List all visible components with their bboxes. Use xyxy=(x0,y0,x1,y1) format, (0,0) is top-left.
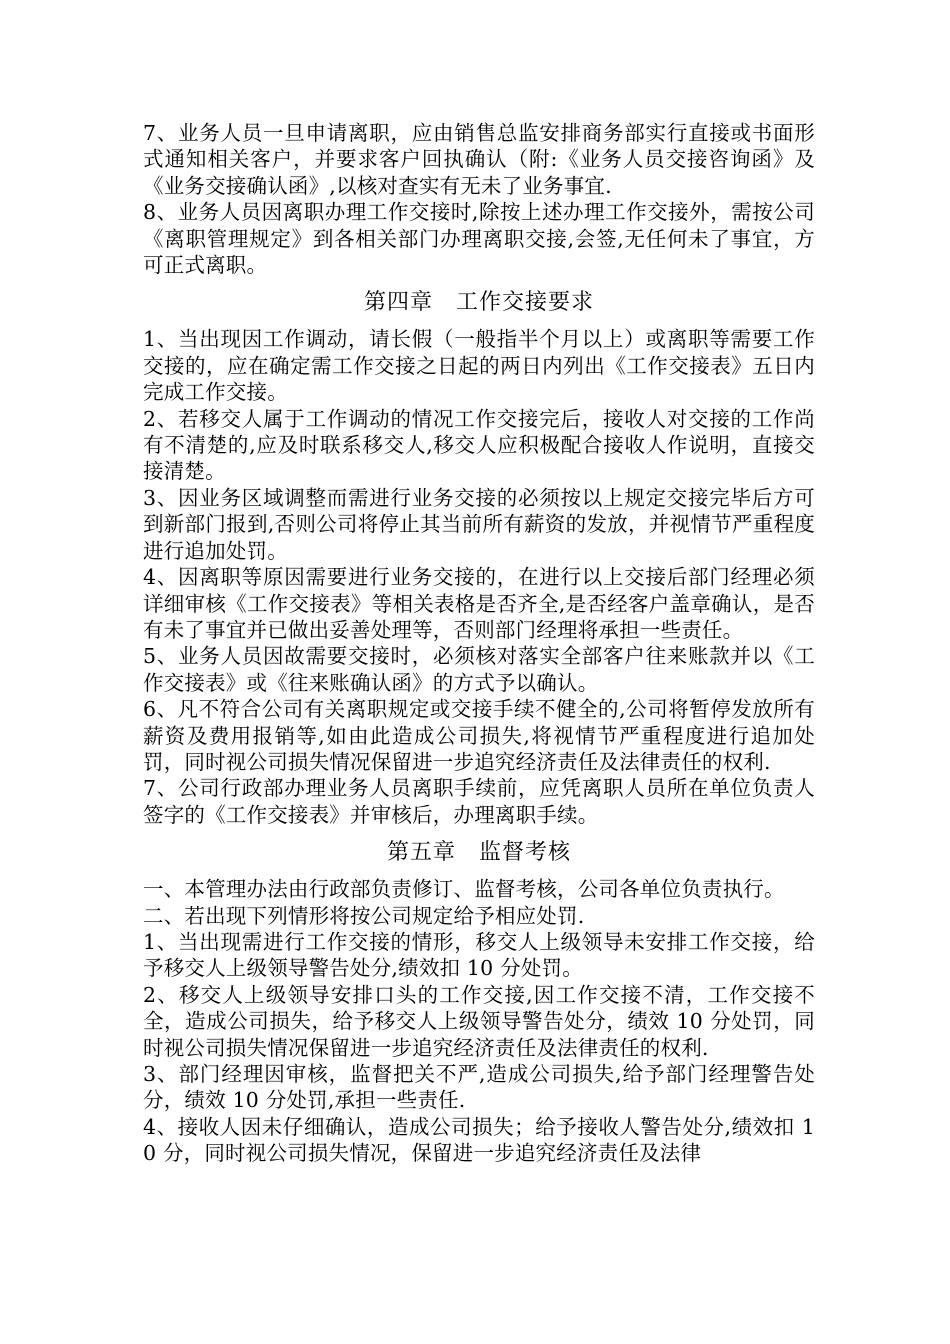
paragraph-5-b: 二、若出现下列情形将按公司规定给予相应处罚. xyxy=(143,903,585,928)
paragraph-3-8: 8、业务人员因离职办理工作交接时,除按上述办理工作交接外，需按公司《离职管理规定》到各相关部门办理离职交接,会签,无任何未了事宜，方可正式离职。 xyxy=(143,200,815,278)
paragraph-4-7: 7、公司行政部办理业务人员离职手续前，应凭离职人员所在单位负责人签字的《工作交接表》并审核后，办理离职手续。 xyxy=(143,776,815,827)
paragraph-3-7: 7、业务人员一旦申请离职，应由销售总监安排商务部实行直接或书面形式通知相关客户，并要求客户回执确认（附:《业务人员交接咨询函》及《业务交接确认函》,以核对查实有无未了业务事宜. xyxy=(143,121,815,198)
paragraph-5-4: 4、接收人因未仔细确认，造成公司损失；给予接收人警告处分,绩效扣 10 分，同时视公司损失情况，保留进一步追究经济责任及法律 xyxy=(143,1114,815,1166)
paragraph-5-a: 一、本管理办法由行政部负责修订、监督考核，公司各单位负责执行。 xyxy=(143,877,785,902)
paragraph-4-3: 3、因业务区域调整而需进行业务交接的必须按以上规定交接完毕后方可到新部门报到,否则公司将停止其当前所有薪资的发放，并视情节严重程度进行追加处罚。 xyxy=(143,485,815,563)
chapter-4-title: 第四章 工作交接要求 xyxy=(363,290,594,316)
chapter-5-title: 第五章 监督考核 xyxy=(386,840,571,866)
paragraph-4-5: 5、业务人员因故需要交接时，必须核对落实全部客户往来账款并以《工作交接表》或《往来账确认函》的方式予以确认。 xyxy=(143,644,815,695)
paragraph-4-4: 4、因离职等原因需要进行业务交接的，在进行以上交接后部门经理必须详细审核《工作交接表》等相关表格是否齐全,是否经客户盖章确认，是否有未了事宜并已做出妥善处理等，否则部门经理将承担一些责任。 xyxy=(143,565,815,642)
paragraph-4-2: 2、若移交人属于工作调动的情况工作交接完后，接收人对交接的工作尚有不清楚的,应及时联系移交人,移交人应积极配合接收人作说明，直接交接清楚。 xyxy=(143,406,815,484)
paragraph-5-3: 3、部门经理因审核，监督把关不严,造成公司损失,给予部门经理警告处分，绩效 10 分处罚,承担一些责任. xyxy=(143,1062,815,1113)
paragraph-4-6: 6、凡不符合公司有关离职规定或交接手续不健全的,公司将暂停发放所有薪资及费用报销等,如由此造成公司损失,将视情节严重程度进行追加处罚，同时视公司损失情况保留进一步追究经济责任及法律责任的权利. xyxy=(143,697,815,774)
paragraph-4-1: 1、当出现因工作调动，请长假（一般指半个月以上）或离职等需要工作交接的，应在确定需工作交接之日起的两日内列出《工作交接表》五日内完成工作交接。 xyxy=(143,327,815,405)
document-page xyxy=(143,120,815,1167)
paragraph-5-1: 1、当出现需进行工作交接的情形，移交人上级领导未安排工作交接，给予移交人上级领导警告处分,绩效扣 10 分处罚。 xyxy=(143,929,815,981)
paragraph-5-2: 2、移交人上级领导安排口头的工作交接,因工作交接不清，工作交接不全，造成公司损失，给予移交人上级领导警告处分，绩效 10 分处罚，同时视公司损失情况保留进一步追究经济责任及法律责任的权利. xyxy=(143,982,815,1060)
